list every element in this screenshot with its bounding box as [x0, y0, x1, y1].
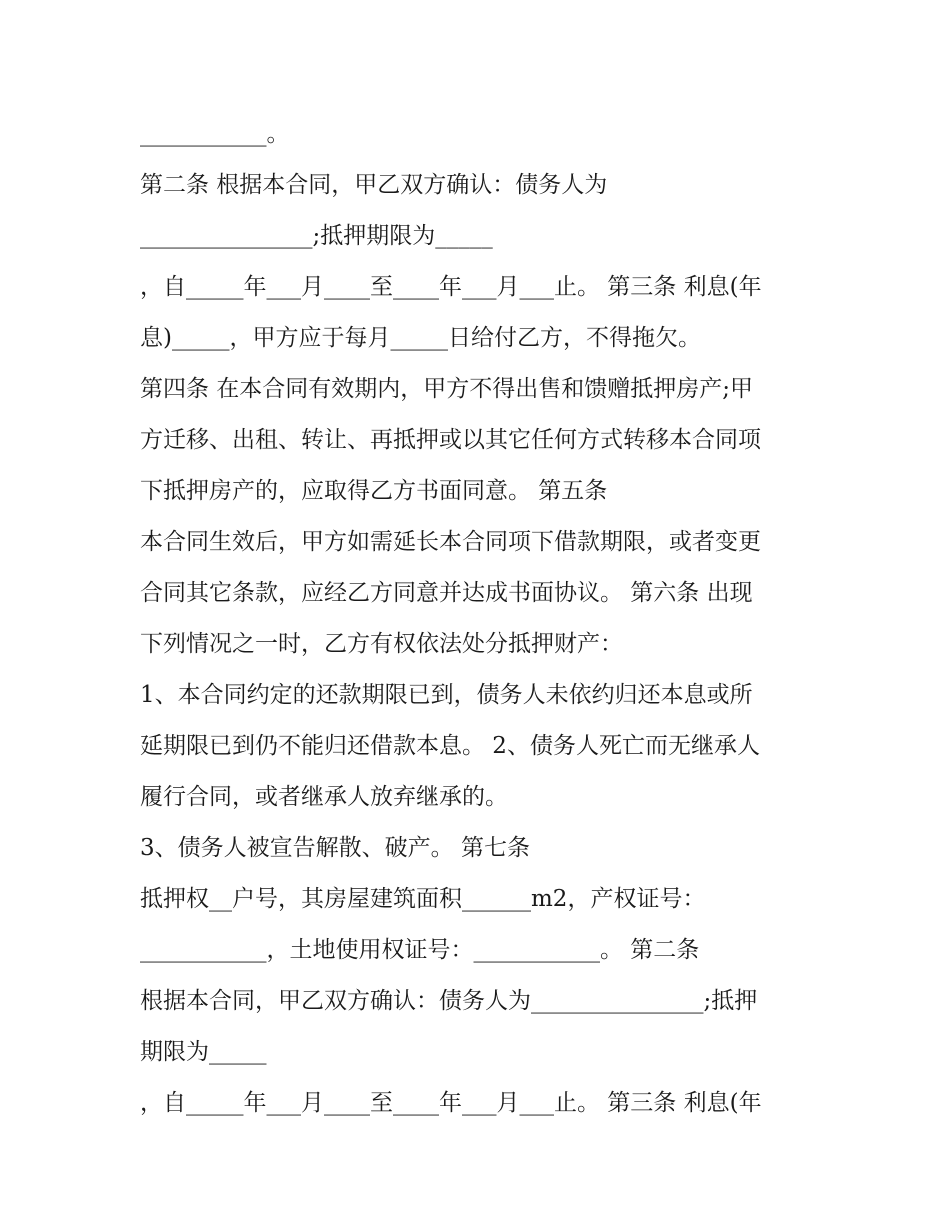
- text-line: 根据本合同，甲乙双方确认：债务人为_______________;抵押: [140, 988, 758, 1014]
- contract-text: [140, 109, 820, 1129]
- text-line: 1、本合同约定的还款期限已到，债务人未依约归还本息或所: [140, 682, 753, 708]
- text-line: 方迁移、出租、转让、再抵押或以其它任何方式转移本合同项: [140, 427, 761, 453]
- text-line: 延期限已到仍不能归还借款本息。 2、债务人死亡而无继承人: [140, 733, 760, 759]
- text-line: ___________，土地使用权证号：___________。 第二条: [140, 937, 700, 963]
- text-line: 第二条 根据本合同，甲乙双方确认：债务人为: [140, 172, 608, 198]
- text-line: 本合同生效后，甲方如需延长本合同项下借款期限，或者变更: [140, 529, 761, 555]
- text-line: 第四条 在本合同有效期内，甲方不得出售和馈赠抵押房产;甲: [140, 376, 754, 402]
- text-line: 下抵押房产的，应取得乙方书面同意。 第五条: [140, 478, 608, 504]
- text-line: ___________。: [140, 121, 290, 147]
- text-line: 合同其它条款，应经乙方同意并达成书面协议。 第六条 出现: [140, 580, 753, 606]
- text-line: ，自_____年___月____至____年___月___止。 第三条 利息(年: [140, 1090, 762, 1116]
- text-line: ，自_____年___月____至____年___月___止。 第三条 利息(年: [140, 274, 762, 300]
- text-line: 抵押权__户号，其房屋建筑面积______m2，产权证号：: [140, 886, 706, 912]
- text-line: 下列情况之一时，乙方有权依法处分抵押财产：: [140, 631, 623, 657]
- text-line: 3、债务人被宣告解散、破产。 第七条: [140, 835, 530, 861]
- text-line: 期限为_____: [140, 1039, 267, 1065]
- text-line: 履行合同，或者继承人放弃继承的。: [140, 784, 508, 810]
- text-line: _______________;抵押期限为_____: [140, 223, 493, 249]
- text-line: 息)_____，甲方应于每月_____日给付乙方，不得拖欠。: [140, 325, 701, 351]
